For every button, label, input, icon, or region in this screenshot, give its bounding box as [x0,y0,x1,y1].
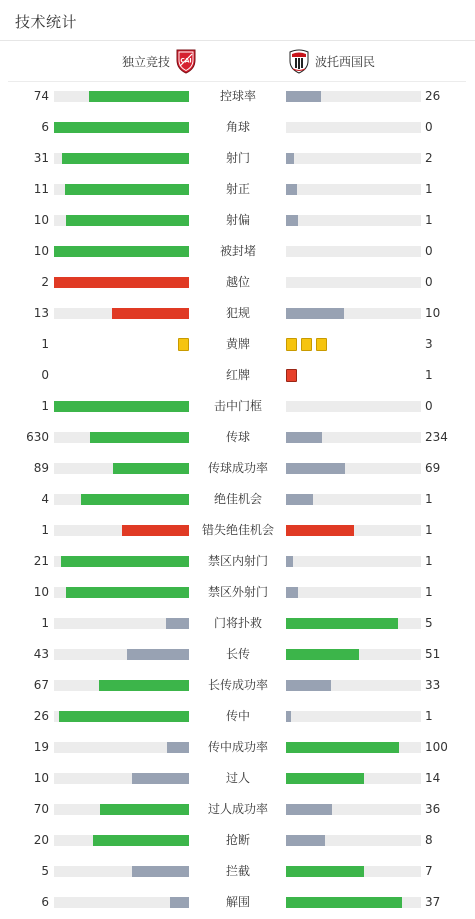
home-bar-track [54,525,189,536]
stat-row [0,794,475,825]
home-value: 43 [33,647,49,661]
stat-label: 门将扑救 [213,616,262,630]
away-bar [286,525,354,536]
home-value: 19 [33,740,49,754]
away-value: 0 [425,275,433,289]
away-bar [286,463,345,474]
home-bar [93,835,189,846]
home-bar [65,184,189,195]
svg-text:CAI: CAI [180,57,192,65]
away-team[interactable] [288,41,466,81]
home-bar-track [54,773,189,784]
away-team-name: 波托西国民 [315,54,376,69]
away-bar-track [286,432,421,443]
home-bar [54,246,189,257]
home-bar-track [54,91,189,102]
home-value: 26 [33,709,49,723]
stat-row [0,639,475,670]
stat-label: 绝佳机会 [213,492,262,506]
home-bar [62,153,189,164]
away-value: 1 [425,554,433,568]
home-bar-track [54,494,189,505]
home-value: 0 [41,368,49,382]
away-value: 0 [425,399,433,413]
home-bar-track [54,866,189,877]
stat-row [0,577,475,608]
stat-label: 过人 [225,771,250,785]
away-value: 0 [425,120,433,134]
away-value: 36 [425,802,441,816]
home-value: 20 [33,833,49,847]
away-value: 51 [425,647,441,661]
yellow-card-icon [316,338,327,351]
away-bar-track [286,122,421,133]
stat-row [0,546,475,577]
home-value: 21 [33,554,49,568]
away-bar-track [286,246,421,257]
away-bar-track [286,804,421,815]
stat-row [0,763,475,794]
stat-label: 抢断 [225,833,250,847]
home-bar-track [54,680,189,691]
away-bar-track [286,184,421,195]
away-cards [286,338,421,351]
stat-row [0,484,475,515]
home-bar [167,742,189,753]
away-bar-track [286,866,421,877]
away-value: 1 [425,213,433,227]
home-bar-track [54,308,189,319]
stat-row [0,360,475,391]
home-team[interactable] [8,41,197,81]
away-bar [286,308,344,319]
away-bar [286,680,331,691]
stat-label: 越位 [225,275,250,289]
home-bar [132,866,189,877]
stat-row [0,112,475,143]
stat-label: 长传成功率 [207,678,268,692]
stat-row [0,732,475,763]
stat-label: 黄牌 [225,337,250,351]
home-value: 2 [41,275,49,289]
stat-row [0,608,475,639]
away-value: 8 [425,833,433,847]
stat-label: 传球成功率 [207,461,268,475]
stat-row [0,701,475,732]
stat-row [0,887,475,918]
stat-label: 射偏 [225,213,250,227]
away-bar [286,91,321,102]
stat-row [0,453,475,484]
home-value: 6 [41,895,49,909]
home-bar [89,91,189,102]
home-bar-track [54,432,189,443]
home-value: 10 [33,213,49,227]
away-bar-track [286,215,421,226]
away-bar [286,835,325,846]
home-bar-track [54,587,189,598]
home-bar [54,122,189,133]
away-value: 10 [425,306,441,320]
yellow-card-icon [301,338,312,351]
away-bar [286,897,402,908]
home-bar-track [54,711,189,722]
home-bar [54,401,189,412]
away-bar-track [286,308,421,319]
home-bar-track [54,215,189,226]
home-bar-track [54,618,189,629]
home-value: 1 [41,616,49,630]
home-value: 630 [26,430,49,444]
stat-label: 传中 [225,709,250,723]
home-value: 70 [33,802,49,816]
home-bar [81,494,189,505]
stat-label: 拦截 [225,864,250,878]
home-bar [66,587,189,598]
away-value: 1 [425,368,433,382]
away-bar-track [286,153,421,164]
stat-label: 射门 [225,151,250,165]
stat-label: 错失绝佳机会 [201,523,274,537]
stat-label: 角球 [225,120,250,134]
stat-row [0,174,475,205]
away-bar-track [286,463,421,474]
away-bar [286,153,294,164]
home-bar [170,897,189,908]
stats-table [0,81,475,918]
stat-label: 长传 [225,647,250,661]
away-bar-track [286,91,421,102]
stat-label: 射正 [225,182,250,196]
away-bar-track [286,494,421,505]
home-value: 11 [33,182,49,196]
home-value: 13 [33,306,49,320]
stat-label: 过人成功率 [207,802,268,816]
stat-label: 被封堵 [219,244,256,258]
stat-row [0,267,475,298]
stat-label: 犯规 [225,306,250,320]
away-bar-track [286,680,421,691]
stat-label: 击中门框 [213,399,262,413]
away-bar [286,618,398,629]
stat-label: 传中成功率 [207,740,268,754]
home-value: 6 [41,120,49,134]
home-bar-track [54,649,189,660]
away-bar-track [286,773,421,784]
home-value: 5 [41,864,49,878]
away-value: 1 [425,709,433,723]
away-value: 1 [425,523,433,537]
home-value: 1 [41,399,49,413]
home-bar [113,463,189,474]
red-card-icon [286,369,297,382]
stat-row [0,205,475,236]
home-value: 89 [33,461,49,475]
home-bar-track [54,184,189,195]
home-bar-track [54,122,189,133]
home-bar [59,711,189,722]
stat-row [0,856,475,887]
stat-label: 禁区内射门 [207,554,268,568]
away-bar-track [286,618,421,629]
home-bar-track [54,401,189,412]
home-bar [66,215,189,226]
stat-row [0,81,475,112]
stat-label: 解围 [225,895,250,909]
home-value: 1 [41,523,49,537]
stat-row [0,422,475,453]
stat-row [0,825,475,856]
away-value: 1 [425,585,433,599]
away-bar-track [286,525,421,536]
away-bar [286,649,359,660]
away-bar-track [286,649,421,660]
home-bar [132,773,189,784]
stat-row [0,329,475,360]
away-bar [286,215,298,226]
away-value: 14 [425,771,441,785]
stat-row [0,298,475,329]
home-bar [54,277,189,288]
away-bar [286,184,297,195]
stat-row [0,515,475,546]
stat-row [0,143,475,174]
home-bar [127,649,189,660]
home-bar [100,804,189,815]
home-bar [112,308,189,319]
away-value: 1 [425,182,433,196]
away-value: 3 [425,337,433,351]
home-bar [99,680,189,691]
home-team-name: 独立竞技 [121,54,170,69]
away-value: 26 [425,89,441,103]
away-value: 7 [425,864,433,878]
home-bar [61,556,189,567]
away-bar [286,494,313,505]
home-bar-track [54,463,189,474]
away-bar [286,773,364,784]
home-value: 1 [41,337,49,351]
home-cards [54,338,189,351]
away-bar-track [286,587,421,598]
away-bar-track [286,711,421,722]
away-value: 100 [425,740,448,754]
away-bar [286,804,332,815]
away-bar-track [286,277,421,288]
away-value: 2 [425,151,433,165]
home-bar-track [54,277,189,288]
independiente-crest-icon [175,48,197,74]
away-bar [286,556,293,567]
stat-row [0,236,475,267]
home-bar-track [54,246,189,257]
away-bar [286,587,298,598]
stat-label: 红牌 [225,368,250,382]
home-bar [122,525,190,536]
yellow-card-icon [178,338,189,351]
away-cards [286,369,421,382]
away-bar-track [286,742,421,753]
home-value: 67 [33,678,49,692]
away-value: 5 [425,616,433,630]
nacional-potosi-crest-icon [288,48,310,74]
stat-label: 禁区外射门 [207,585,268,599]
home-value: 10 [33,771,49,785]
home-bar [90,432,189,443]
away-bar [286,432,322,443]
yellow-card-icon [286,338,297,351]
away-bar [286,866,364,877]
stat-label: 控球率 [219,89,256,103]
home-value: 74 [33,89,49,103]
away-value: 1 [425,492,433,506]
away-value: 33 [425,678,441,692]
home-cards [54,369,189,382]
away-value: 0 [425,244,433,258]
away-value: 234 [425,430,448,444]
away-bar [286,711,291,722]
page-title: 技术统计 [15,13,78,31]
home-value: 10 [33,585,49,599]
home-bar-track [54,556,189,567]
away-bar-track [286,556,421,567]
home-value: 31 [33,151,49,165]
stat-label: 传球 [225,430,250,444]
stat-row [0,670,475,701]
away-bar-track [286,401,421,412]
home-bar-track [54,153,189,164]
away-bar-track [286,897,421,908]
home-value: 10 [33,244,49,258]
stat-row [0,391,475,422]
home-bar-track [54,835,189,846]
home-bar-track [54,804,189,815]
away-value: 37 [425,895,441,909]
home-bar-track [54,897,189,908]
away-value: 69 [425,461,441,475]
team-header [8,41,466,82]
away-bar [286,742,399,753]
home-bar [166,618,189,629]
home-value: 4 [41,492,49,506]
away-bar-track [286,835,421,846]
home-bar-track [54,742,189,753]
